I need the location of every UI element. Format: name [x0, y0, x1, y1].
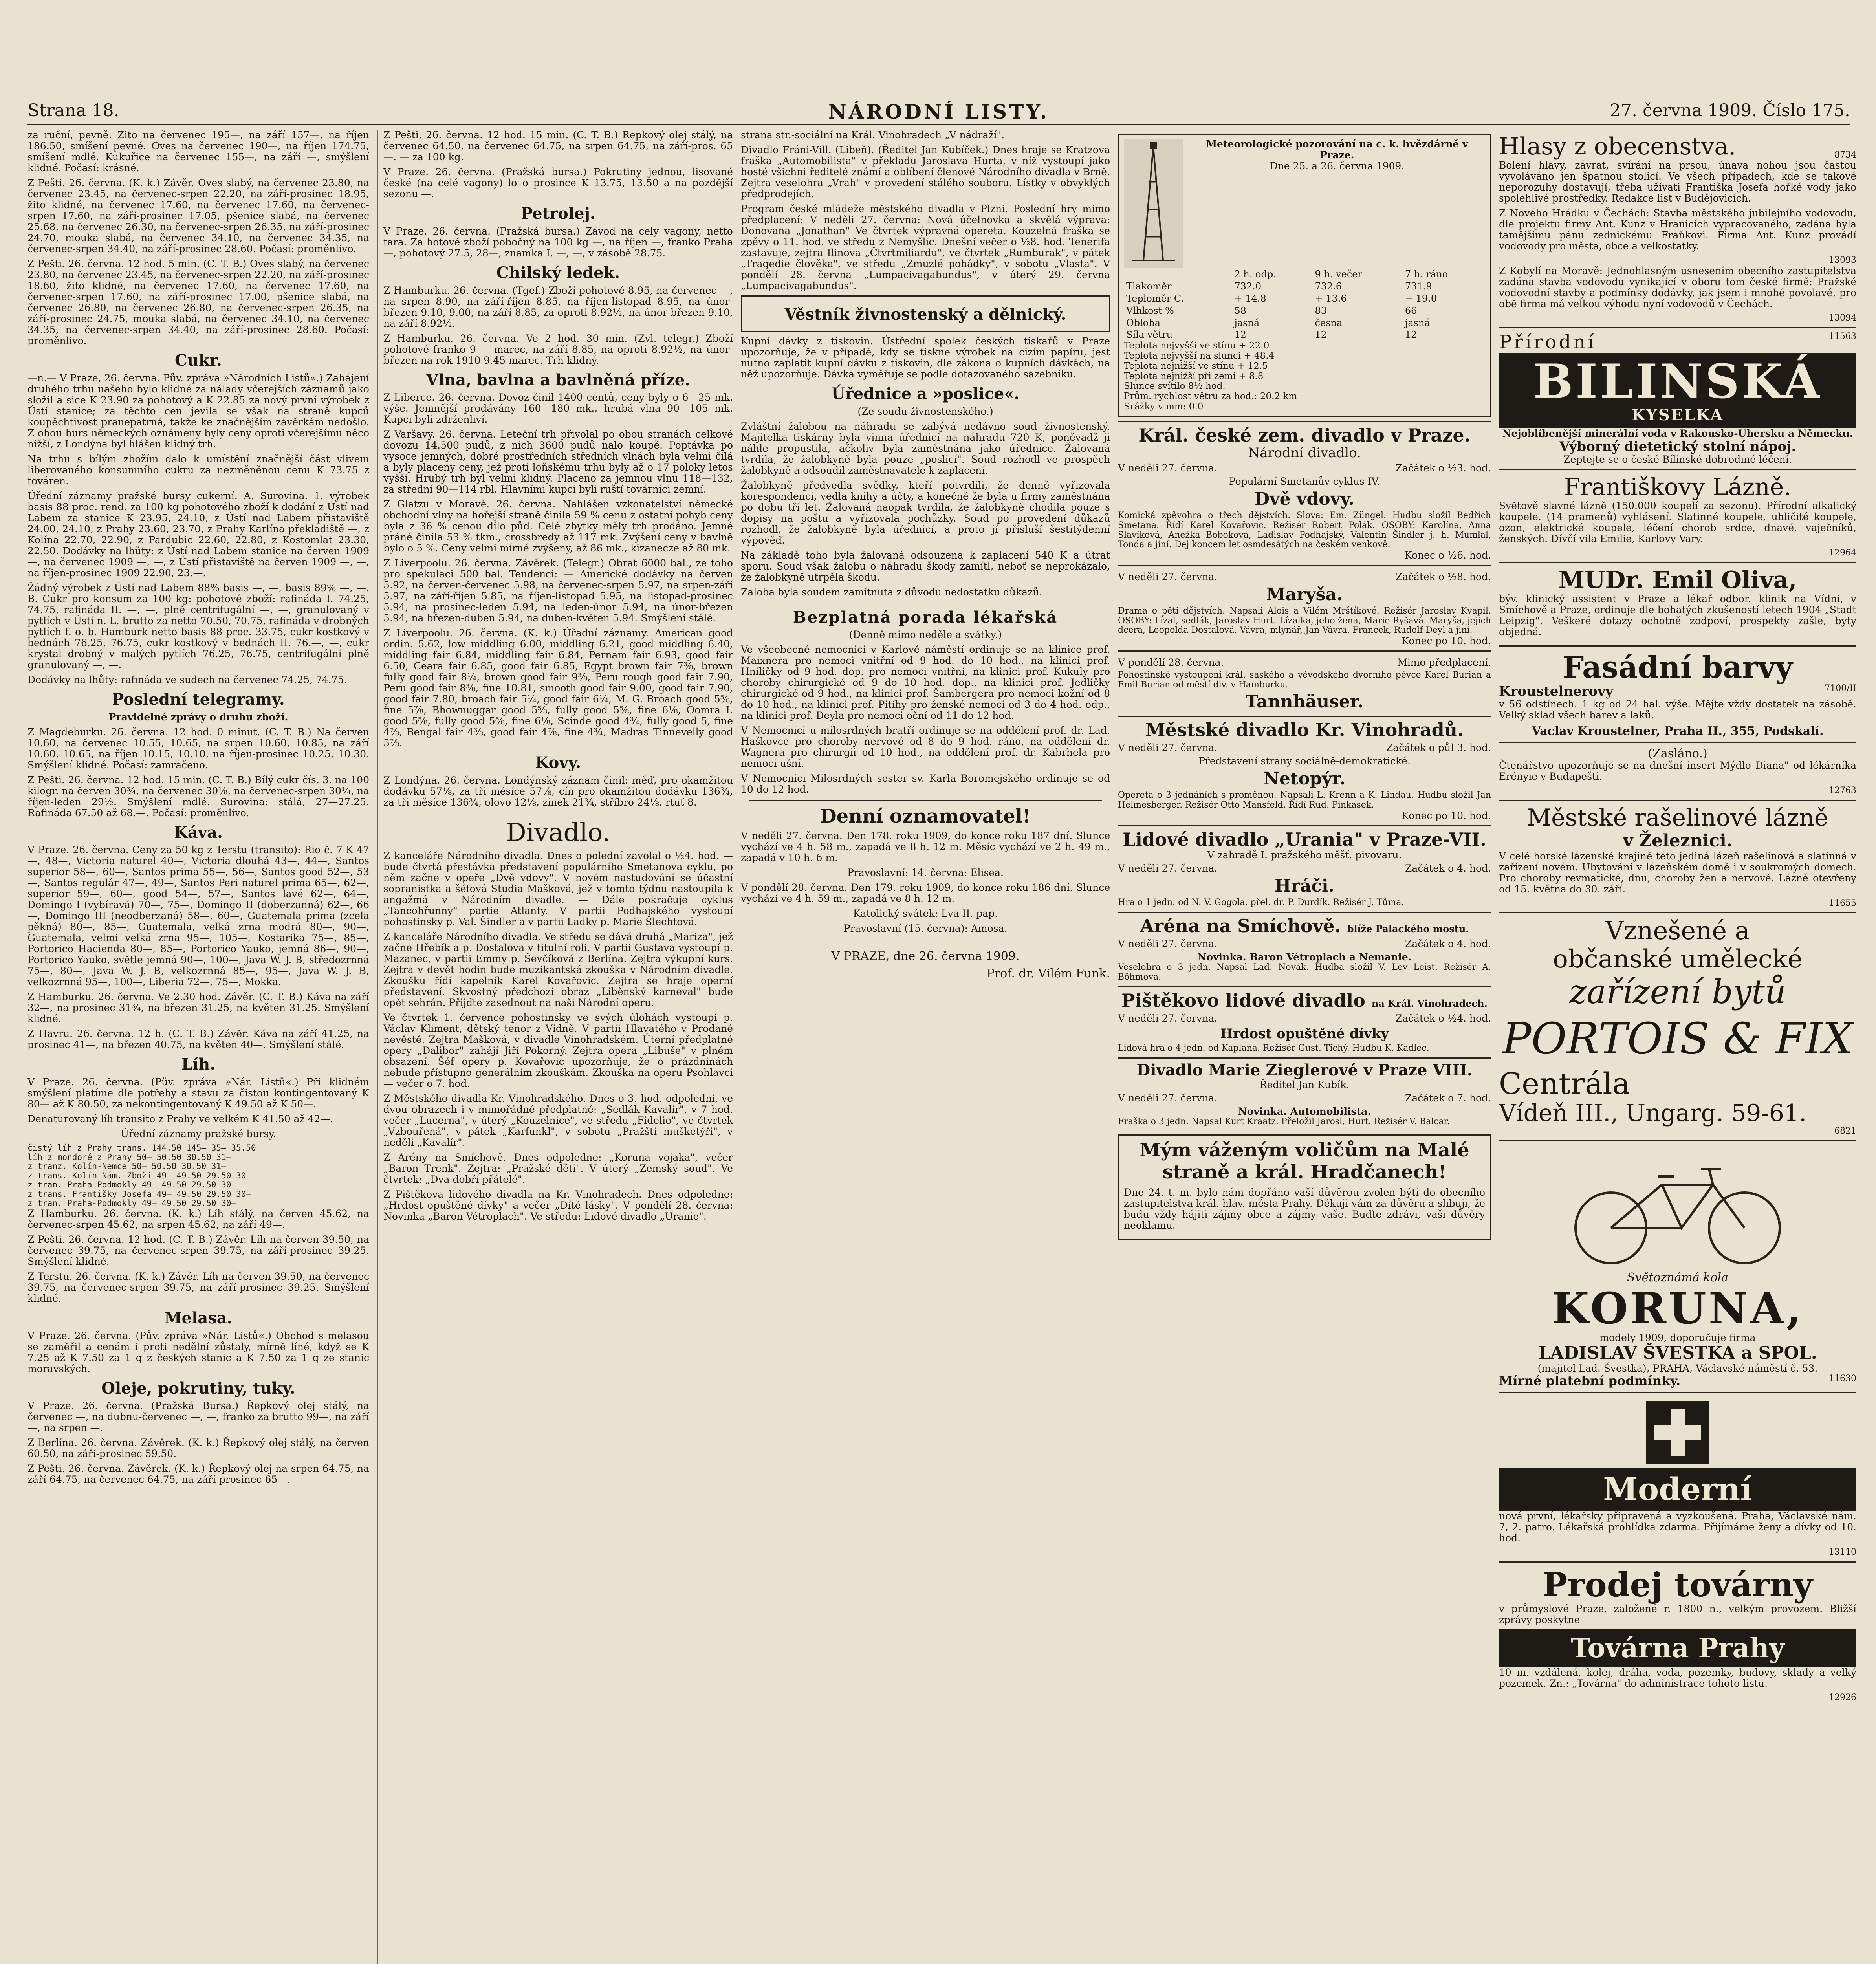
- uredni-paragraph: Na základě toho byla žalovaná odsouzena k zaplacení 540 K a útrat sporu. Soud však žalobu o náhradu škody zamítl, neboť se neprokázalo, že žalobkyně utrpěla škodu.: [741, 549, 1110, 583]
- cross-icon: [1646, 1401, 1709, 1464]
- theater-note: Populární Smetanův cyklus IV.: [1229, 476, 1380, 487]
- lih-table-heading: Úřední záznamy pražské bursy.: [120, 1128, 277, 1140]
- lih-paragraph: Z Pešti. 26. června. 12 hod. (C. T. B.) Závěr. Líh na červen 39.50, na červenec 39.75, na červenec-srpen 39.75, na září-prosinec 39.25. Smýšlení klidné.: [27, 1233, 369, 1267]
- table-cell: Obloha: [1126, 317, 1160, 328]
- ad-hlasy: [1499, 130, 1856, 327]
- theater-subname: blíže Palackého mostu.: [1347, 923, 1469, 934]
- ad-title: občanské umělecké: [1553, 944, 1803, 974]
- uredni-paragraph: Zvláštní žalobou na náhradu se zabývá nedávno soud živnostenský. Majitelka tiskárny byla vinna úřednicí na náhradu 720 K, poněvadž ji náhle propustila, ačkoliv byla zaměstnána jako úřednice. Žalovaná tvrdila, že žalobkyně byla pouze „poslicí". Soud rozhodl ve prospěch žalobkyně a odsoudil zaměstnavatele k zaplacení.: [741, 420, 1110, 476]
- oleje-paragraph: Z Berlína. 26. června. Závěrek. (K. k.) Řepkový olej stálý, na červen 60.50, na září-prosinec 59.50.: [27, 1437, 369, 1460]
- section-heading-porady: Bezplatná porada lékařská: [793, 608, 1058, 627]
- weather-box: [1118, 134, 1491, 417]
- kava-paragraph: Z Havru. 26. června. 12 h. (C. T. B.) Závěr. Káva na září 41.25, na prosinec 41—, na březen 40.75, na květen 40—. Smýšlení stálé.: [27, 1028, 369, 1051]
- theater-start: Začátek o ½8. hod.: [1395, 571, 1491, 583]
- table-row: líh z mondoré z Prahy 50— 50.50 30.50 31—: [27, 1152, 231, 1162]
- ad-title: Františkovy Lázně.: [1564, 473, 1792, 501]
- theater-name: Divadlo Marie Zieglerové v Praze VIII.: [1136, 1061, 1473, 1079]
- market-paragraph: V Praze. 26. června. (Pražská bursa.) Pokrutiny jednou, lisované české (na celé vagony) lo o prosince K 13.75, 13.50 a na pozdější sezonu —.: [383, 166, 733, 200]
- column-3: [735, 130, 1110, 1964]
- chilsky-paragraph: Z Hamburku. 26. června. (Tgef.) Zboží pohotové 8.95, na červenec —, na srpen 8.90, na září-říjen 8.85, na říjen-listopad 8.95, na únor-březen 9.10, 9.00, na září 8.85, za oproti 8.92½, na únor-březen 9.10, na září 8.92½.: [383, 284, 733, 329]
- ad-fasadni-barvy: [1499, 645, 1856, 742]
- table-cell: 9 h. večer: [1315, 269, 1362, 280]
- section-heading-melasa: Melasa.: [164, 1308, 233, 1327]
- column-4: [1112, 130, 1491, 1964]
- ad-title: KORUNA,: [1551, 1283, 1804, 1334]
- column-1: [27, 130, 369, 1964]
- table-cell: 731.9: [1405, 280, 1432, 292]
- ad-text: Čtenářstvo upozorňuje se na dnešní insert Mýdlo Diana" od lékárníka Erényie v Budapešti.: [1499, 760, 1856, 782]
- section-heading-oleje: Oleje, pokrutiny, tuky.: [101, 1379, 295, 1398]
- ad-text: Z Nového Hrádku v Čechách: Stavba městského jubilejního vodovodu, dle projektu firmy Ant. Kunz v Hranicích vypracovaného, zadána byla tamějšímu pánu zednickému Fraňkovi. Firma Ant. Kunz provádí vodovody pro města, obce a velkostatky.: [1499, 207, 1856, 252]
- ad-address: Vídeň III., Ungarg. 59-61.: [1499, 1099, 1807, 1127]
- theater-listing: [1118, 650, 1491, 712]
- section-heading-chilsky: Chilský ledek.: [496, 263, 620, 282]
- section-heading-kovy: Kovy.: [535, 753, 581, 772]
- melasa-paragraph: V Praze. 26. června. (Pův. zpráva »Nár. Listů«.) Obchod s melasou se zaměřil a cenám i proti nedělní zůstaly, mírně líné, když se K 7.25 až K 7.50 za 1 q z českých stanic a K 7.50 za 1 q ze stanic moravských.: [27, 1330, 369, 1374]
- theater-start: Začátek o 4. hod.: [1405, 863, 1491, 874]
- ad-address: (majitel Lad. Švestka), PRAHA, Václavské náměstí č. 53.: [1537, 1362, 1818, 1374]
- table-cell: [1124, 268, 1232, 280]
- ad-title: Moderní: [1499, 1468, 1856, 1511]
- ad-number: 12763: [1829, 786, 1856, 796]
- play-title: Maryša.: [1266, 584, 1343, 605]
- theater-listing: [1118, 912, 1491, 982]
- vestnik-box: [741, 295, 1110, 332]
- play-cast: Fraška o 3 jedn. Napsal Kurt Kraatz. Přeložil Jarosl. Hurt. Režisér V. Balcar.: [1118, 1116, 1450, 1127]
- cukr-paragraph: Žádný výrobek z Ústí nad Labem 88% basis —, —, basis 89% —, —. B. Cukr pro konsum za 100 kg: pohotové zboží: rafináda I. 74.25, 74.75, rafináda II. —, —, plně centrifugální —, —, granulovaný v pytlích v Ústí n. L. brutto za netto 70.50, 70.75, rafináda v drobných pytlích f. o. b. Hamburk netto basis 88 proc. 33.75, cukr kostkový v bednách 76.25, 76.75, cukr kostkový v bednách II. 76.—, —, cukr krystal drobný v malých pytlích 76.25, 76.75, centrifugální plně granulovaný —, —.: [27, 582, 369, 671]
- theater-date-row: [1118, 572, 1491, 583]
- theater-start: Začátek o ½4. hod.: [1395, 1013, 1491, 1024]
- play-title: Tannhäuser.: [1245, 692, 1364, 712]
- theater-start: Začátek o 4. hod.: [1405, 938, 1491, 950]
- table-cell: jasná: [1234, 317, 1260, 328]
- divadlo-paragraph: Z Městského divadla Kr. Vinohradského. Dnes o 3. hod. odpolední, ve dvou obrazech i v mimořádné předplatné: „Sedlák Kavalír", v 7 hod. večer „Lucerna", v úterý „Kouzelnice", ve středu „Fidelio", ve čtvrtek „Vzbouřená", v pátek „Karfunkl", v sobotu „Pražští mušketýři", v neděli „Kavalír".: [383, 1092, 733, 1148]
- theater-date: V neděli 27. června.: [1118, 1092, 1218, 1104]
- section-heading-uredni: Úřednice a »poslice«.: [831, 384, 1020, 403]
- theater-date-row: [1118, 863, 1491, 874]
- oznam-paragraph: Katolický svátek: Lva II. pap.: [853, 908, 998, 920]
- theater-note: Představení strany sociálně-demokratické.: [1198, 755, 1411, 767]
- theater-date-row: [1118, 1093, 1491, 1104]
- editor-signature: Prof. dr. Vilém Funk.: [986, 966, 1110, 980]
- theater-note: Pohostinské vystoupení král. saského a vévodského dvorního pěvce Karel Burian a Emil Burian od městí div. v Hamburku.: [1118, 670, 1491, 690]
- ad-firm: LADISLAV ŠVESTKA a SPOL.: [1538, 1343, 1817, 1363]
- theater-listing: [1118, 1057, 1491, 1127]
- table-cell: 12: [1234, 329, 1246, 341]
- theater-listing: [1118, 421, 1491, 561]
- market-paragraph: za ruční, pevně. Žito na červenec 195—, na září 157—, na říjen 186.50, smíšení pevné. Oves na červenec 190—, na říjen 174.75, smíšení mdlé. Kukuřice na červenec 155—, na září —, smýšlení klidné. Počasí: krásné.: [27, 130, 369, 174]
- vlna-paragraph: Z Varšavy. 26. června. Leteční trh přivolal po obou stranách celkové dovozu 14.500 pudů, z nich 3600 pudů nalo koupě. Poptávka po vysoce jemných, dobré prostředních středních vlnách byla velmi čilá a byly placeny ceny, jež proti loňskému trhu byly až o 17 poloky letos vyšší. Hrubý trh byl velmi klidný. Placeno za jemnou vlnu 118—132, za střední 90—114 rbl. Hlavními kupci byli ruští továrníci zemní.: [383, 429, 733, 495]
- theater-name: Městské divadlo Kr. Vinohradů.: [1145, 719, 1464, 740]
- signoff: [741, 950, 1110, 980]
- porady-subheading: (Denně mimo neděle a svátky.): [849, 629, 1002, 641]
- ad-title: Hlasy z obecenstva.: [1499, 133, 1736, 160]
- theater-date: V neděli 27. června.: [1118, 1013, 1218, 1024]
- ad-oliva: [1499, 562, 1856, 645]
- oznam-paragraph: Pravoslavní: 14. června: Elisea.: [847, 867, 1004, 879]
- section-heading-oznam: Denní oznamovatel!: [820, 805, 1031, 828]
- table-row: z tran. Praha Podmokly 49— 49.50 29.50 30—: [27, 1180, 236, 1190]
- ad-title: Vznešené a: [1605, 916, 1750, 946]
- vlna-paragraph: Z Liberce. 26. června. Dovoz činil 1400 centů, ceny byly o 6—25 mk. výše. Jemnější prodávány 160—180 mk., hrubá vlna 90—105 mk. Kupci byli zdrženliví.: [383, 392, 733, 425]
- ad-address: Vaclav Kroustelner, Praha II., 355, Podskalí.: [1532, 724, 1824, 738]
- table-row: z tranz. Kolín-Nemce 50— 50.50 30.50 31—: [27, 1162, 226, 1171]
- ad-prodej-tovarny: [1499, 1561, 1856, 1707]
- play-title: Hráči.: [1274, 876, 1335, 896]
- table-row: z tran. Praha-Podmokly 49— 49.50 29.50 30—: [27, 1198, 236, 1208]
- theater-date-row: [1118, 657, 1491, 668]
- theater-listing: [1118, 565, 1491, 647]
- theater-date: V neděli 27. června.: [1118, 863, 1218, 874]
- masthead-title: NÁRODNÍ LISTY.: [828, 100, 1049, 123]
- divadlo-paragraph: Z kanceláře Národního divadla. Dnes o polední zavolal o ½4. hod. — bude čtvrtá přestávka představení populárního Smetanova cyklu, po něm začne v opeře „Dvě vdovy". V novém nastudování se účastní sopranistka a šéfová Studia Mašková, jež v tomto týdnu nastoupila k angažmá v Národním divadle. — Dále pokračuje cyklus „Tancohřunny" partie Atlanty. V partii Podhajského vystoupí pohostinsky p. Val. Šindler a v partii Ladky p. Marie Šlechtová.: [383, 850, 733, 927]
- ad-text: modely 1909, doporučuje firma: [1599, 1332, 1756, 1344]
- ad-text: Zeptejte se o české Bílinské dobrodiné léčení.: [1563, 454, 1792, 465]
- table-cell: 58: [1234, 305, 1246, 316]
- theater-date: V neděli 27. června.: [1118, 938, 1218, 950]
- divadlo-paragraph: Z Pištěkova lidového divadla na Kr. Vinohradech. Dnes odpoledne: „Hrdost opuštěné dívky" a večer „Dítě lásky". V pondělí 28. června: Novinka „Baron Vétroplach". Ve středu: Lidové divadlo „Uranie".: [383, 1188, 733, 1222]
- play-cast: Opereta o 3 jednáních s proměnou. Napsali L. Krenn a K. Lindau. Hudbu složil Jan Helmesberger. Režisér Otto Mansfeld. Řídí Rud. Pinkasek.: [1118, 790, 1491, 810]
- ad-text: Světově slavné lázně (150.000 koupelí za sezonu). Přírodní alkalický koupele. (14 pramenů) vyhlásení. Slatinné koupele, uhličité koupele, ozon, elektrické koupele, léčení chorob srdce, dnavé, vaječníků, ženských. Dívčí vila Emilie, Karlovy Vary.: [1499, 500, 1856, 545]
- weather-note: Srážky v mm: 0.0: [1124, 401, 1204, 412]
- ad-tag: Světoznámá kola: [1627, 1270, 1728, 1284]
- theater-note: Novinka. Baron Vétroplach a Nemanie.: [1197, 951, 1412, 963]
- ad-koruna: [1499, 1140, 1856, 1392]
- bilinska-logo-title: BILINSKÁ: [1533, 354, 1822, 410]
- telegram-paragraph: Z Pešti. 26. června. 12 hod. 15 min. (C. T. B.) Bílý cukr čís. 3. na 100 kilogr. na červen 30¾, na červenec 30⅛, na červenec-srpen 30¼, na říjen-leden 29½. Smýšlení mdlé. Surovina: stálá, 27—27.25. Rafináda 67.50 až 68.—. Počasí: proměnlivo.: [27, 774, 369, 819]
- telegrams-subheading: Pravidelné zprávy o druhu zboží.: [108, 711, 288, 723]
- divadlo-paragraph: Ve čtvrtek 1. července pohostinsky ve svých úlohách vystoupí p. Václav Kliment, dětský tenor z Vídně. V partii Hlavatého v Prodané nevěstě. Zejtra Mašková, v divadle Vinohradském. Úterní předplatné opery „Dalibor" zahájí Jiří Pokorný. Zejtra opera „Libuše" v plném obsazení. Šéf opery p. Kovařovic upozorňuje, že o prázdninách nebude přístupno generálním zkouškám. Zkouška na operu Psohlavci — večer o 7. hod.: [383, 1011, 733, 1089]
- ad-portois-fix: [1499, 912, 1856, 1140]
- ad-number: 7100/II: [1825, 683, 1856, 694]
- play-end: Konec po 10. hod.: [1402, 810, 1491, 821]
- theater-date: V pondělí 28. června.: [1118, 657, 1224, 668]
- kava-paragraph: Z Hamburku. 26. června. Ve 2.30 hod. Závěr. (C. T. B.) Káva na září 32—, na prosinec 31¾, na březen 31.25, na květen 31.25. Smýšlení klidné.: [27, 991, 369, 1025]
- page-number: Strana 18.: [27, 101, 119, 121]
- column-5-ads: [1493, 130, 1856, 1964]
- ad-text: Z Kobylí na Moravě: Jednohlasným usnesením obecního zastupitelstva zadána stavba vodovodu vynikající v oboru tom české firmě: Pražské vodovodní stavby a podmínky dodávky, jak jsem i mnohé povolavé, pro obě firma má velkou výhodu nyní vodovodů v Čechách.: [1499, 265, 1856, 310]
- theater-subname: na Král. Vinohradech.: [1371, 997, 1488, 1009]
- cukr-paragraph: —n.— V Praze, 26. června. Pův. zpráva »Národních Listů«.) Zahájení druhého trhu našeho bylo klidné za nálady včerejších záznamů jako složil a sice K 23.90 za pohotový a K 22.85 za nový první výrobek z Ústí stanice; za těchto cen jevila se však na straně kupců koupěchtivost pranepatrná, takže ke značnějším závěrkám nedošlo. Z obou burs německých oznámeny byly ceny oproti včerejšímu něco nižší, z Londýna byl hlášen klidný trh.: [27, 372, 369, 450]
- bilinska-logo-sub: KYSELKA: [1631, 406, 1724, 425]
- table-row: [1124, 305, 1485, 317]
- table-row: [1124, 293, 1485, 305]
- ad-text: Výborný dietetický stolní nápoj.: [1559, 438, 1796, 454]
- divadlo-paragraph: Z kanceláře Národního divadla. Ve středu se dává druhá „Mariza", jež začne Hřebík a p. Dostalova v titulní roli. V partii Gustava vystoupí p. Mazanec, v partii Emmy p. Ševčíková z Berlína. Zejtra výkupní kurs. Zejtra v devět hodin bude muzikantská zkouška v Národním divadle. Zkoušku řídí kapelník Karel Kovařovic. Zejtra se hraje operní představení. Skvostný předchozí obraz „Liběnský karneval" bude opět sehrán. Přijďte zasednout na naši Národní operu.: [383, 931, 733, 1008]
- play-title: Hrdost opuštěné dívky: [1220, 1026, 1389, 1042]
- theater-listing: [1118, 716, 1491, 821]
- theatre-note: Divadlo Fráni-Vill. (Libeň). (Ředitel Jan Kubíček.) Dnes hraje se Kratzova fraška „Automobilista" v překladu Jaroslava Hurta, v níž vystoupí jako hosté všichni ředitelé známí a oblíbení členové Národního divadla v Brně. Zejtra veselohra „Vrah" v provedení stálého souboru. Lístky v obvyklých předprodejích.: [741, 144, 1110, 200]
- table-cell: 66: [1405, 305, 1417, 316]
- ad-title: MUDr. Emil Oliva,: [1558, 566, 1797, 594]
- theater-note: Novinka. Automobilista.: [1238, 1105, 1371, 1117]
- cukr-paragraph: Na trhu s bílým zbožím dalo k umístění značnější část vlivem liberovaného konsumního cukru za nezměněnou cenu K 73.75 z továren.: [27, 453, 369, 487]
- ad-moderni: [1499, 1392, 1856, 1561]
- ad-text: Nejoblíbenější minerální voda v Rakousko-Uhersku a Německu.: [1502, 427, 1853, 439]
- table-cell: 83: [1315, 305, 1327, 316]
- theater-date-row: [1118, 742, 1491, 753]
- theater-date-row: [1118, 463, 1491, 474]
- ad-title: Prodej továrny: [1543, 1565, 1813, 1604]
- bicycle-icon: [1560, 1149, 1795, 1267]
- porady-paragraph: V Nemocnici u milosrdných bratří ordinuje se na oddělení prof. dr. Lad. Haškovce pro choroby nervové od 8 do 9 hod. ráno, na oddělení dr. Wagnera pro chirurgii od 10 hod., na oddělení prof. dr. Kabrhela pro nemoci ušní.: [741, 725, 1110, 769]
- ad-number: 13093: [1829, 255, 1856, 266]
- theater-listing: [1118, 825, 1491, 908]
- table-cell: 12: [1315, 329, 1327, 341]
- telegram-paragraph: Z Magdeburku. 26. června. 12 hod. 0 minut. (C. T. B.) Na červen 10.60, na červenec 10.55, 10.65, na srpen 10.60, 10.85, na září 10.60, 10.65, na říjen 10.15, 10.10, na říjen-prosinec 10.25, 10.30. Smýšlení klidné. Počasí: zamračeno.: [27, 726, 369, 771]
- ad-title: Fasádní barvy: [1563, 650, 1793, 685]
- section-heading-vlna: Vlna, bavlna a bavlněná příze.: [426, 370, 691, 389]
- ad-raselinove-lazne: [1499, 800, 1856, 912]
- lih-paragraph: Denaturovaný líh transito z Prahy ve velkém K 41.50 až 42—.: [27, 1113, 333, 1125]
- play-end: Konec o ½6. hod.: [1404, 549, 1491, 561]
- ad-text: býv. klinický assistent v Praze a lékař odbor. klinik na Vídni, v Smíchově a Praze, ordinuje dle bohatých zkušeností letech 1904 „Stadt Leipzig". Veškeré dotazy ochotně zodpoví, prospekty zašle, byty objedná.: [1499, 593, 1856, 638]
- theater-subname: V zahradě I. pražského měšť. pivovaru.: [1207, 849, 1402, 861]
- ad-number: 6821: [1834, 1126, 1856, 1136]
- play-title: Netopýr.: [1263, 769, 1346, 789]
- ad-subtitle: v Železnici.: [1623, 831, 1733, 851]
- play-cast: Hra o 1 jedn. od N. V. Gogola, přel. dr. P. Durdík. Režisér J. Tůma.: [1118, 898, 1404, 908]
- ad-text: nová první, lékařsky připravená a vyzkoušená. Praha, Václavské nám. 7, 2. patro. Lékařská prohlídka zdarma. Přijímáme ženy a dívky od 10. hod.: [1499, 1510, 1856, 1544]
- theater-date: V neděli 27. června.: [1118, 742, 1218, 754]
- vestnik-paragraph: Kupní dávky z tiskovin. Ústřední spolek českých tiskařů v Praze upozorňuje, že v případě, kdy se tiskne výrobek na cizím papíru, jest nutno zaplatit kupní dávku z tiskovin, dle zákona o kupních dávkách, na něž upozorňuje. Dávka vyměřuje se podle dotazovaného sazebníku.: [741, 335, 1110, 380]
- theatre-note: strana str.-sociální na Král. Vinohradech „V nádraží".: [741, 130, 1004, 141]
- play-cast: Drama o pěti dějstvích. Napsali Alois a Vilém Mrštíkové. Režisér Jaroslav Kvapil. OSOBY: Lízal, sedlák, Jaroslav Hurt. Lízalka, jeho žena, Marie Ryšavá. Maryša, jejich dcera, Leopolda Dostalová. Vávra, mlynář, Jan Vávra. Francek, Rudolf Deyl a jiní.: [1118, 606, 1491, 636]
- ad-text: Bolení hlavy, závrať, svírání na prsou, únava nohou jsou častou vyvoláváno jen špatnou stolicí. Ve všech případech, kde se takové neporozuhy dostavují, třeba užívati Františka Josefa hořké vody jako spolehlivé prostředky. Redakce list v Budějovicích.: [1499, 159, 1856, 204]
- market-paragraph: Z Pešti. 26. června. 12 hod. 15 min. (C. T. B.) Řepkový olej stálý, na červenec 64.50, na červenec 64.75, na srpen 64.75, na září-pros. 65—. — za 100 kg.: [383, 130, 733, 163]
- ad-number: 8734: [1834, 150, 1856, 160]
- section-heading-divadlo: Divadlo.: [506, 818, 610, 848]
- table-row: [1124, 268, 1485, 280]
- ad-tag: Přírodní: [1499, 331, 1596, 354]
- play-title: Dvě vdovy.: [1254, 489, 1355, 509]
- uredni-paragraph: Zaloba byla soudem zamítnuta z důvodu nedostatku důkazů.: [741, 586, 1042, 598]
- ad-text: v průmyslové Praze, založené r. 1800 n., velkým provozem. Bližší zprávy poskytne: [1499, 1603, 1856, 1625]
- ad-title: zařízení bytů: [1569, 973, 1786, 1011]
- cukr-paragraph: Úřední záznamy pražské bursy cukerní. A. Surovina. 1. výrobek basis 88 proc. rend. za 100 kg pohotového zboží k dodání z Ústí nad Labem za stanice K 23.95, 24.10, z Ústí nad Labem přistaviště 24.00, 24.10, z Prahy 23.60, 23.70, z Prahy Karlína překladiště —, z Kolína 22.70, 22.90, z Pardubic 22.60, 22.80, z Kostomlat 23.30, 22.50. Dodávky na lhůty: z Ústí nad Labem stanice na červen 1909 —, na červenec 1909 —, —, z Ústí přistaviště na červen 1909 —, —, na říjen-prosinec 1909 22.90, 23.—.: [27, 490, 369, 579]
- page-header: [27, 96, 1850, 125]
- bilinska-logo: [1499, 353, 1856, 428]
- table-cell: 732.6: [1315, 280, 1342, 292]
- theater-name-text: Pištěkovo lidové divadlo: [1121, 989, 1365, 1011]
- thanks-notice: [1118, 1134, 1491, 1240]
- theater-name: Lidové divadlo „Urania" v Praze-VII.: [1123, 828, 1486, 850]
- weather-table: [1124, 268, 1485, 341]
- table-cell: Tlakoměr: [1126, 280, 1172, 292]
- ad-number: 11630: [1829, 1373, 1856, 1383]
- ad-title: Městské rašelinové lázně: [1527, 804, 1828, 832]
- divadlo-paragraph: Z Arény na Smíchově. Dnes odpoledne: „Koruna vojaka", večer „Baron Trenk". Zejtra: „Pražské děti". V úterý „Zemský soud". Ve čtvrtek: „Dva dobří přátelé".: [383, 1151, 733, 1185]
- theater-listing: [1118, 986, 1491, 1053]
- weather-note: Teplota nejnižší při zemi + 8.8: [1124, 371, 1264, 381]
- ad-zaslano: [1499, 742, 1856, 800]
- ad-subtitle: Kroustelnerovy: [1499, 683, 1613, 700]
- theater-date-row: [1118, 1013, 1491, 1024]
- theater-start: Začátek o ½3. hod.: [1395, 462, 1491, 474]
- table-row: z trans. Kolín Nám. Zboží 49— 49.50 29.50 30—: [27, 1171, 251, 1180]
- play-cast: Veselohra o 3 jedn. Napsal Lad. Novák. Hudba složil V. Lev Leist. Režisér A. Böhmová.: [1118, 962, 1491, 982]
- oleje-paragraph: Z Pešti. 26. června. Závěrek. (K. k.) Řepkový olej na srpen 64.75, na září 64.75, na červenec 64.75, na září-prosinec 65—.: [27, 1463, 369, 1486]
- oleje-paragraph: V Praze. 26. června. (Pražská Bursa.) Řepkový olej stálý, na červenec —, na dubnu-červenec —, —, franko za brutto 99—, na září —, na srpen —.: [27, 1400, 369, 1434]
- column-2: [377, 130, 733, 1964]
- ad-number: 13094: [1829, 313, 1856, 323]
- theater-start: Začátek o půl 3. hod.: [1386, 742, 1491, 754]
- weather-dates: Dne 25. a 26. června 1909.: [1270, 160, 1405, 172]
- section-heading-telegrams: Poslední telegramy.: [112, 690, 285, 709]
- ad-number: 11655: [1829, 898, 1856, 908]
- table-cell: česna: [1315, 317, 1343, 328]
- porady-paragraph: Ve všeobecné nemocnici v Karlově náměstí ordinuje se na klinice prof. Maixnera pro nemoci vnitřní od 9 hod. do 10 hod., na klinici prof. Hniličky od 9 hod. dop. pro nemoci vnitřní, na klinici prof. Kukuly pro choroby chirurgické od 9 do 10 hod. dop., na klinici prof. Jedličky chirurgické od 9 hod., na klinici prof. Šambergera pro nemoci kožní od 8 do 10 hod., na klinici prof. Pitíhy pro ženské nemoci od 3 do 4 hod. odp., na klinici prof. Deyla pro nemoci oční od 11 do 12 hod.: [741, 644, 1110, 722]
- table-cell: + 13.6: [1315, 293, 1347, 304]
- lih-paragraph: Z Hamburku. 26. června. (K. k.) Líh stálý, na červen 45.62, na červenec-srpen 45.62, na srpen 45.62, na září 49—.: [27, 1207, 369, 1230]
- weather-note: Teplota nejvyšší na slunci + 48.4: [1124, 351, 1275, 361]
- ad-subtitle: Centrála: [1499, 1066, 1630, 1101]
- theater-name: [1118, 916, 1491, 936]
- table-row: z trans. Františky Josefa 49— 49.50 29.50 30—: [27, 1189, 251, 1199]
- section-heading-kava: Káva.: [174, 823, 223, 842]
- kava-paragraph: V Praze. 26. června. Ceny za 50 kg z Terstu (transito): Rio č. 7 K 47—, 48—, Victoria naturel 40—, Victoria dlouhá 43—, 44—, Santos superior 58—, 60—, Santos prima 55—, 56—, Santos good 52—, 53—, Santos regulár 47—, 49—, Santos Peri naturel prima 65—, 62—, superior 59—, 60—, good 54—, 57—, Santos lavé 62—, 64—, Domingo I (vybíravá) 70—, 75—, Domingo II (doberzanná) 62—, 66—, Domingo III (neodberzaná) 58—, 60—, Guatemala prima (zcela pěkná) 80—, 85—, Guatemala, velká zrna modrá 80—, 90—, Guatemala, velmi velká zrna 95—, 105—, Kostarika 75—, 85—, Portorico Hacienda 80—, 85—, Portorico Yauko, jemná 86—, 90—, Portorico Yauko, světle jemná 90—, 100—, Java W. J. B, středozrnná 75—, 80—, Java W. J. B, velkozrnná 85—, 95—, Java W. J. B, velkozrnná 95—, 100—, Liberia 72—, 75—, Mokka.: [27, 844, 369, 988]
- kovy-paragraph: Z Londýna. 26. června. Londýnský záznam činil: měď, pro okamžitou dodávku 57⅛, za tři měsíce 57⅛, cín pro okamžitou dodávku 136¾, za tři měsíce 136¾, olovo 12⅛, zinek 21¾, stříbro 24⅛, rtuť 8.: [383, 775, 733, 808]
- vlna-paragraph: Z Liverpoolu. 26. června. (K. k.) Úřadní záznamy. American good ordin. 5.62, low middling 6.00, middling 6.21, good middling 6.40, middling fair 6.84, middling fair 6.84, Pernam fair 6.93, good fair 6.50, Ceara fair 6.85, good fair 6.85, Egypt brown fair 7⅜, brown fully good fair 8¼, brown good fair 9⅜, Peru rough good fair 7.90, Peru good fair 8⅜, fine 10.81, smooth good fair 9.00, good fair 7.90, good fair 7.80, broach fair 5¼, good fair 6¼, M. G. Broach good 5⅝, fine 5⅞, Bhownuggar good 5⅝, fully good 5⅝, fine 6⅛, Oomra I. good 5⅝, fully good 5⅝, fine 6⅛, Scinde good 4¾, fully good 5, fine 4⅞, Bengal fair 4⅜, good fair 4⅞, fine 4¾, Madras Tinnevelly good 5⅞.: [383, 627, 733, 749]
- issue-date: 27. června 1909. Číslo 175.: [1610, 101, 1850, 121]
- table-cell: 12: [1405, 329, 1417, 341]
- section-heading-lih: Líh.: [181, 1055, 216, 1074]
- table-cell: Síla větru: [1126, 329, 1173, 341]
- thanks-title: Mým váženým voličům na Malé straně a král. Hradčanech!: [1140, 1139, 1469, 1183]
- weather-note: Teplota nejvyšší ve stínu + 22.0: [1124, 341, 1270, 351]
- petrin-tower-icon: [1124, 139, 1183, 268]
- theater-start: Mimo předplacení.: [1397, 657, 1491, 668]
- ad-bilinska: [1499, 327, 1856, 469]
- ad-note: Mírné platební podmínky.: [1499, 1373, 1681, 1388]
- table-cell: 2 h. odp.: [1234, 269, 1276, 280]
- lih-table: [27, 1143, 369, 1208]
- uredni-paragraph: Žalobkyně předvedla svědky, kteří potvrdili, že denně vyřizovala korespondenci, vedla knihy a účty, a konečně že byla u firmy zaměstnána po dobu tří let. Žalovaná naopak tvrdila, že žalobkyně chodila pouze s dopisy na poštu a vyřizovala pochůzky. Soud po provedení důkazů rozhodl, že žalobkyně byla úřednicí, a proto jí přísluší šestitýdenní výpověď.: [741, 479, 1110, 546]
- ad-firm: Továrna Prahy: [1499, 1629, 1856, 1667]
- ad-number: 11563: [1829, 332, 1856, 342]
- section-heading-vestnik: Věstník živnostenský a dělnický.: [784, 305, 1066, 324]
- section-heading-cukr: Cukr.: [175, 351, 222, 370]
- porady-paragraph: V Nemocnici Milosrdných sester sv. Karla Boromejského ordinuje se od 10 do 12 hod.: [741, 773, 1110, 795]
- table-row: [1124, 280, 1485, 293]
- oznam-paragraph: V neděli 27. června. Den 178. roku 1909, do konce roku 187 dní. Slunce vychází ve 4 h. 58 m., zapadá ve 8 h. 12 m. Měsíc vychází ve 2 h. 49 m., zapadá v 10 h. 6 m.: [741, 830, 1110, 864]
- cukr-paragraph: Dodávky na lhůty: rafináda ve sudech na červenec 74.25, 74.75.: [27, 674, 347, 685]
- uredni-subheading: (Ze soudu živnostenského.): [857, 405, 993, 417]
- table-row: čistý líh z Prahy trans. 144.50 145— 35— 35.50: [27, 1143, 256, 1153]
- theater-start: Začátek o 7. hod.: [1405, 1092, 1491, 1104]
- table-row: [1124, 329, 1485, 341]
- table-cell: Vlhkost %: [1126, 305, 1174, 316]
- table-cell: + 19.0: [1405, 293, 1437, 304]
- market-paragraph: Z Pešti. 26. června. 12 hod. 5 min. (C. T. B.) Oves slabý, na červenec 23.80, na červenec 23.45, na červenec-srpen 22.20, na září-prosinec 18.60, žito klidné, na červenec 17.60, na červenec 17.60, na červenec-srpen 17.60, na září-prosinec 17.00, pšenice slabá, na červenec 26.80, na červenec 26.80, na červenec-srpen 26.35, na září-prosinec 24.75, moukа slabá, na červenec 34.10, na červenec 34.35, na červenec-srpen 34.40, na září-prosinec 28.60. Počasí: proměnlivo.: [27, 258, 369, 346]
- theater-date-row: [1118, 938, 1491, 949]
- portois-logo: PORTOIS & FIX: [1502, 1013, 1853, 1064]
- section-heading-petrolej: Petrolej.: [521, 204, 595, 223]
- ad-text: V celé horské lázenské krajině této jediná lázeň rašelinová a slatinná v zařízení novém. Ubytování v lázeňském domě i v soukromých domech. Pro choroby revmatické, dnu, choroby žen a nervové. Lázně otevřeny od 15. května do 30. září.: [1499, 850, 1856, 895]
- lih-paragraph: Z Terstu. 26. června. (K. k.) Závěr. Líh na červen 39.50, na červenec 39.75, na červenec-srpen 39.75, na září-prosinec 39.25. Smýšlení klidné.: [27, 1270, 369, 1304]
- ad-address: 10 m. vzdálená, kolej, dráha, voda, pozemky, budovy, sklady a velký pozemek. Zn.: „Továrna" do administrace tohoto listu.: [1499, 1667, 1856, 1689]
- closing-place-date: V PRAZE, dne 26. června 1909.: [831, 949, 1020, 964]
- theatre-note: Program české mládeže městského divadla v Plzni. Poslední hry mimo předplacení: V neděli 27. června: Nová účelnovka a skvělá výprava: Donovana „Jonathan" Ve čtvrtek výpravná opereta. Kouzelná fraška se zpěvy o 11. hod. ve středu z Nemyšlic. Dnešní večer o ½8. hod. Tenerifa zastavuje, zejtra Ilinova „Čtvrtmiliardu", ve čtvrtek „Rumburak", v pátek „Tragedie člověka", ve středu „Zmuzlé pohádky", v sobotu „Vlasta". V pondělí 28. června „Lumpacivagabundus", v úterý 29. června „Lumpacivagabundus".: [741, 203, 1110, 291]
- thanks-text: Dne 24. t. m. bylo nám dopřáno vaší důvěrou zvolen býti do obecního zastupitelstva král. hlav. města Prahy. Děkuji vám za důvěru a slibuji, že budu vždy hájiti zájmy obce a zájmy vaše. Buďte zdrávi, vaši důvěry neoklamu.: [1124, 1186, 1485, 1231]
- theater-name: [1118, 991, 1491, 1011]
- ad-number: 12964: [1829, 548, 1856, 558]
- table-cell: + 14.8: [1234, 293, 1266, 304]
- play-cast: Komická zpěvohra o třech dějstvích. Slova: Em. Züngel. Hudbu složil Bedřich Smetana. Řídí Karel Kovařovic. Režisér Robert Polák. OSOBY: Karolína, Anna Slavíková, Anežka Boboková, Ladislav Podhajský, Valentin Šindler j. h. Mumlal, Tonda a jiní. Dej koncem let osmdesátých na českém venkově.: [1118, 511, 1491, 550]
- theater-name: Král. české zem. divadlo v Praze.: [1138, 424, 1471, 446]
- lih-paragraph: V Praze. 26. června. (Pův. zpráva »Nár. Listů«.) Při klidném smýšlení platíme dle potřeby a stavu za čistou kontingentovaný K 80— až K 80.50, za nekontingentovaný K 49.50 až K 50—.: [27, 1076, 369, 1110]
- ad-number: 12926: [1829, 1693, 1856, 1702]
- ad-frantiskovy-lazne: [1499, 469, 1856, 562]
- oznam-paragraph: Pravoslavní (15. června): Amosa.: [843, 923, 1008, 934]
- theater-subname: Národní divadlo.: [1248, 445, 1361, 461]
- theater-name-text: Aréna na Smíchově.: [1140, 915, 1341, 936]
- weather-note: Teplota nejnižší ve stínu + 12.5: [1124, 361, 1268, 371]
- ad-title: (Zasláno.): [1648, 746, 1707, 760]
- section-divider: [749, 800, 1102, 801]
- theater-date: V neděli 27. června.: [1118, 571, 1218, 583]
- weather-heading: Meteorologické pozorování na c. k. hvězdárně v Praze.: [1206, 138, 1468, 161]
- table-cell: jasná: [1405, 317, 1430, 328]
- theater-date: V neděli 27. června.: [1118, 462, 1218, 474]
- table-row: [1124, 317, 1485, 329]
- petrolej-paragraph: V Praze. 26. června. (Pražská bursa.) Závod na cely vagony, netto tara. Za hotové zboží pobočný na 100 kg —, na říjen —, franko Praha —, pohotový 27.5, 28—, znamka I. —, —, v zásobě 28.75.: [383, 225, 733, 259]
- table-cell: Teploměr C.: [1126, 293, 1184, 304]
- vlna-paragraph: Z Glatzu v Moravě. 26. června. Nahlášen vzkonatelství německé obchodní vlny na hořejší straně činila 59 % cenu z ostatní pohyb ceny byla z 36 % cenou dílo půd. Celé zbytky měly trh prodáno. Jemné práné činila 53 % tkm., crossbredy až 117 mk. Zvýšení ceny v bavlně bylo o 5 %. Ceny velmi mírné zvýšeny, až 86 mk., kizanecze až 80 mk.: [383, 498, 733, 554]
- vlna-paragraph: Z Liverpoolu. 26. června. Závěrek. (Telegr.) Obrat 6000 bal., ze toho pro spekulaci 500 bal. Tendenci: — Americké dodávky na červen 5.92, na červen-červenec 5.98, na červenec-srpen 5.97, na srpen-září 5.97, na září-říjen 5.85, na říjen-listopad 5.95, na listopad-prosinec 5.94, na prosinec-leden 5.94, na leden-únor 5.94, na únor-březen 5.94, na březen-duben 5.94, na duben-květen 5.94. Smýšlení stálé.: [383, 557, 733, 624]
- table-cell: 732.0: [1234, 280, 1262, 292]
- market-paragraph: Z Pešti. 26. června. (K. k.) Závěr. Oves slabý, na červenec 23.80, na červenec 23.45, na červenec-srpen 22.20, na září-prosinec 18.95, žito klidné, na červenec 17.60, na červenec 17.60, na červenec-srpen 17.60, na září-prosinec 17.05, pšenice slabá, na červenec 25.68, na červenec 26.30, na červenec-srpen 26.35, na září-prosinec 24.70, moukа slabá, na červenec 34.10, na červenec 34.35, na červenec-srpen 34.40, na září-prosinec 28.60. Počasí: proměnlivo.: [27, 177, 369, 255]
- ad-number: 13110: [1829, 1547, 1856, 1557]
- table-cell: 7 h. ráno: [1405, 269, 1448, 280]
- weather-note: Slunce svítilo 8½ hod.: [1124, 381, 1226, 392]
- play-cast: Lidová hra o 4 jedn. od Kaplana. Režisér Gust. Tichý. Hudbu K. Kadlec.: [1118, 1043, 1429, 1053]
- oznam-paragraph: V pondělí 28. června. Den 179. roku 1909, do konce roku 186 dní. Slunce vychází ve 4 h. 59 m., zapadá ve 8 h. 12 m.: [741, 882, 1110, 905]
- weather-notes: [1124, 341, 1485, 412]
- theater-subname: Ředitel Jan Kubík.: [1259, 1079, 1350, 1090]
- chilsky-paragraph: Z Hamburku. 26. června. Ve 2 hod. 30 min. (Zvl. telegr.) Zboží pohotové franko 9 — marec, na září 8.85, na oproti 8.92½, na únor-březen na rok 1910 9.45 marec. Trh klidný.: [383, 332, 733, 366]
- play-end: Konec po 10. hod.: [1402, 635, 1491, 647]
- ad-text: v 56 odstínech. 1 kg od 24 hal. výše. Mějte vždy dostatek na zásobě. Velký sklad všech barev a laků.: [1499, 698, 1856, 721]
- weather-note: Prům. rychlost větru za hod.: 20.2 km: [1124, 391, 1297, 401]
